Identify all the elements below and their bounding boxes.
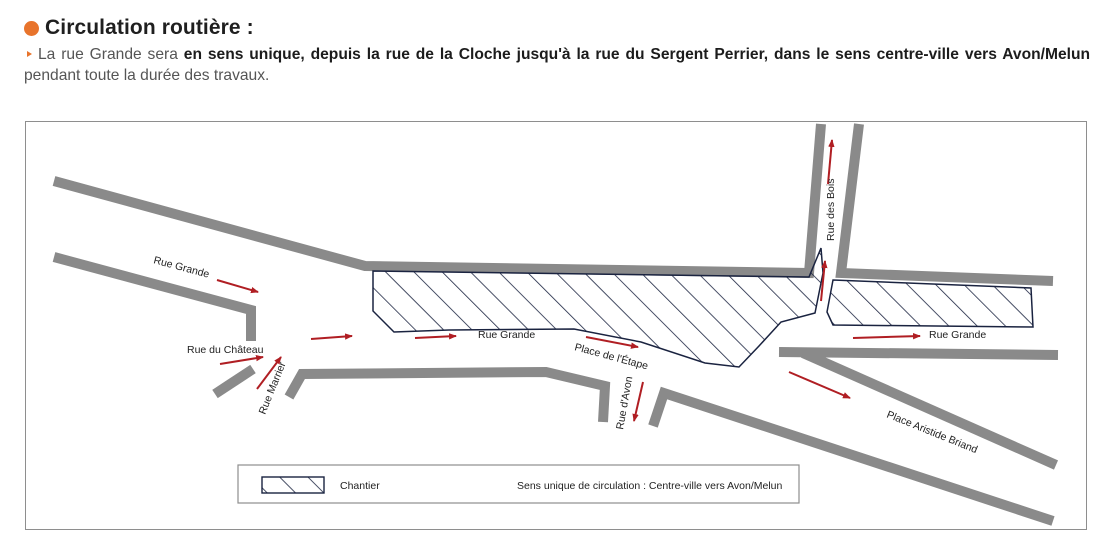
road-upper-edge-rue-grande [54,124,821,273]
label-place-etape: Place de l'Étape [573,341,650,373]
label-rue-avon: Rue d'Avon [614,375,636,431]
arrow-rue-grande-west [217,280,258,292]
label-rue-des-bois: Rue des Bois [825,178,837,241]
road-rue-marrier-edge [289,372,605,422]
triangle-bullet-icon [27,51,32,57]
label-rue-du-chateau: Rue du Château [187,344,264,356]
road-rue-du-chateau-edge [54,257,251,341]
header [24,14,1090,86]
traffic-map [25,121,1087,530]
arrow-rue-grande-entry [311,336,352,339]
map-svg [26,122,1087,530]
label-rue-grande-left: Rue Grande [152,254,211,281]
text-normal-2: pendant toute la durée des travaux. [24,67,270,84]
text-normal-1: La rue Grande sera [38,46,184,63]
legend [238,465,799,503]
section-title: Circulation routière : [45,16,254,39]
label-rue-grande-right: Rue Grande [929,329,987,341]
orange-dot-icon [24,21,39,36]
arrow-rue-grande-center [415,336,456,338]
label-rue-grande-center: Rue Grande [478,329,536,341]
arrow-aristide-briand [789,372,850,398]
arrow-rue-des-bois-top [828,140,832,184]
legend-sens-unique-label: Sens unique de circulation : Centre-ville vers Avon/Melun [517,480,783,492]
arrow-rue-avon [634,382,643,421]
text-bold-1: en sens unique, depuis la rue de la Cloche jusqu'à la rue du Sergent Perrier, dans le sens centre-ville vers Avon/Melun [183,46,1090,63]
description-paragraph [24,44,1090,86]
chantier-east [827,280,1033,327]
road-rue-du-chateau-stub [215,369,253,394]
legend-chantier-swatch [262,477,324,493]
arrow-rue-grande-east [853,336,920,338]
label-place-aristide-briand: Place Aristide Briand [884,408,980,457]
road-rue-des-bois-east-edge [841,124,1053,281]
road-rue-grande-east-lower [779,352,1058,355]
arrow-rue-du-chateau [220,357,263,364]
legend-chantier-label: Chantier [340,480,380,492]
label-rue-marrier: Rue Marrier [256,360,289,417]
title-row [24,14,1090,42]
